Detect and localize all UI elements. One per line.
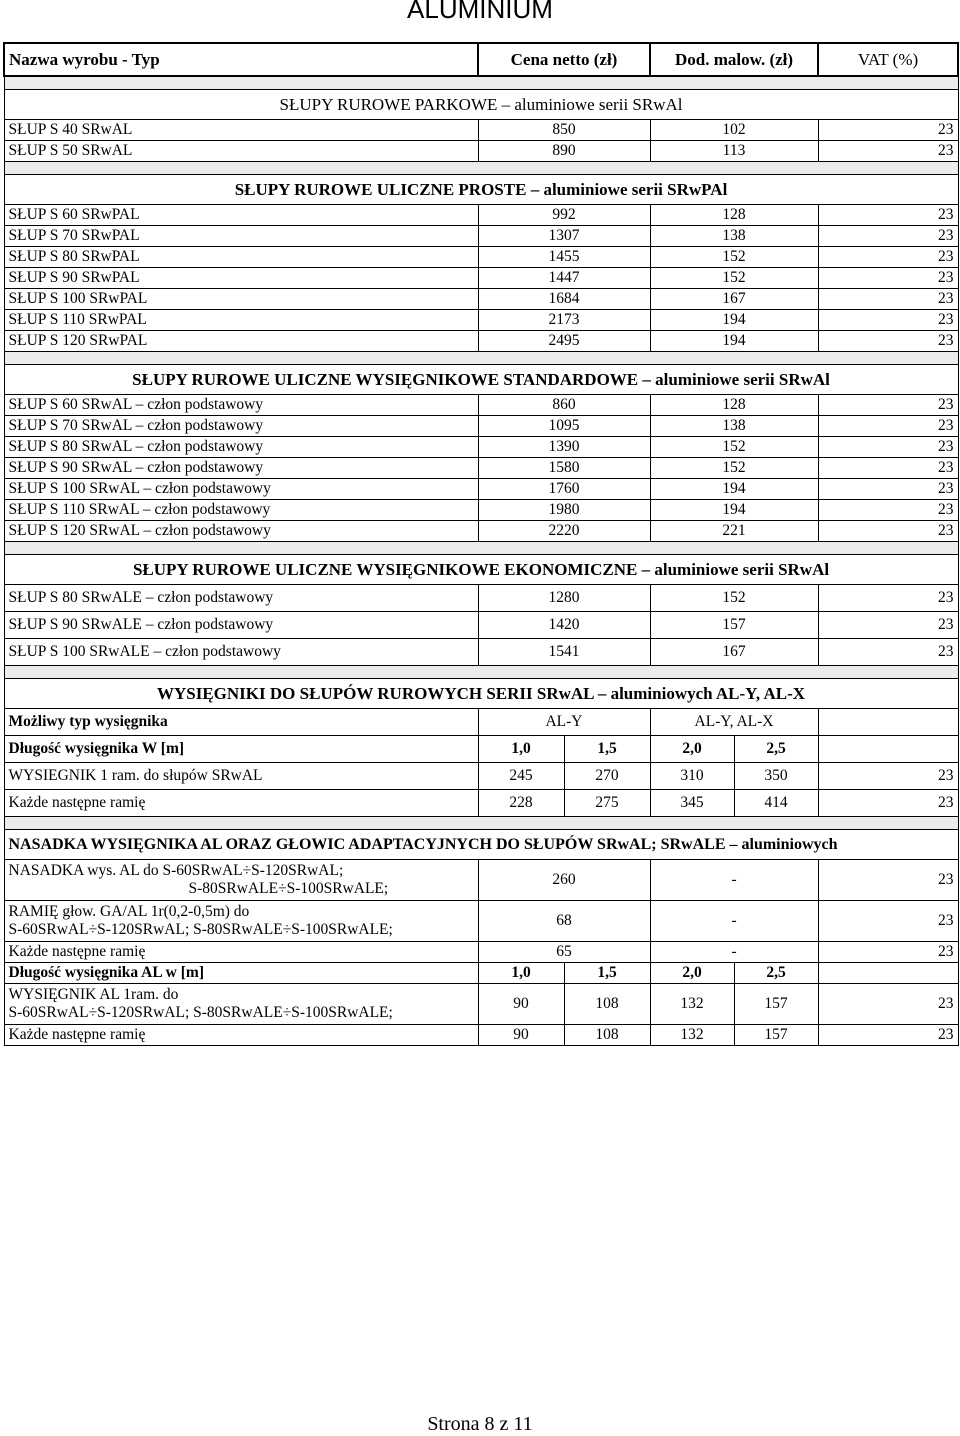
product-name: SŁUP S 100 SRwPAL	[4, 289, 478, 310]
paint-price: 152	[650, 585, 818, 612]
product-name: SŁUP S 100 SRwALE – człon podstawowy	[4, 639, 478, 666]
product-row	[4, 331, 958, 352]
product-row	[4, 226, 958, 247]
product-name: SŁUP S 50 SRwAL	[4, 141, 478, 162]
product-name: SŁUP S 90 SRwAL – człon podstawowy	[4, 458, 478, 479]
paint-price: -	[650, 942, 818, 963]
vat-rate: 23	[818, 942, 958, 963]
arm-length-3: 2,5	[734, 736, 818, 763]
spacer-row	[4, 817, 958, 830]
empty-cell	[818, 963, 958, 984]
product-name: SŁUP S 120 SRwAL – człon podstawowy	[4, 521, 478, 542]
paint-price: 194	[650, 500, 818, 521]
price-length-3: 157	[734, 984, 818, 1025]
vat-rate: 23	[818, 395, 958, 416]
net-price: 1307	[478, 226, 650, 247]
vat-rate: 23	[818, 247, 958, 268]
product-name-line2: S-80SRwALE÷S-100SRwALE;	[188, 880, 389, 897]
product-name: SŁUP S 100 SRwAL – człon podstawowy	[4, 479, 478, 500]
net-price: 860	[478, 395, 650, 416]
paint-price: 113	[650, 141, 818, 162]
product-row	[4, 860, 958, 901]
spacer-row	[4, 352, 958, 365]
price-length-2: 345	[650, 790, 734, 817]
arm-length-row	[4, 736, 958, 763]
vat-rate: 23	[818, 860, 958, 901]
arm-type-row	[4, 709, 958, 736]
price-length-1: 108	[564, 984, 650, 1025]
product-name: SŁUP S 70 SRwPAL	[4, 226, 478, 247]
price-length-0: 245	[478, 763, 564, 790]
product-name	[4, 984, 478, 1025]
product-name: SŁUP S 90 SRwPAL	[4, 268, 478, 289]
product-row	[4, 942, 958, 963]
paint-price: -	[650, 860, 818, 901]
product-row	[4, 310, 958, 331]
arm-length-row	[4, 963, 958, 984]
product-row	[4, 205, 958, 226]
product-name: SŁUP S 80 SRwAL – człon podstawowy	[4, 437, 478, 458]
vat-rate: 23	[818, 226, 958, 247]
paint-price: -	[650, 901, 818, 942]
net-price: 992	[478, 205, 650, 226]
product-name	[4, 860, 478, 901]
net-price: 1684	[478, 289, 650, 310]
product-name: Każde następne ramię	[4, 790, 478, 817]
vat-rate: 23	[818, 500, 958, 521]
arm-length-label: Długość wysięgnika W [m]	[4, 736, 478, 763]
product-name: SŁUP S 60 SRwPAL	[4, 205, 478, 226]
vat-rate: 23	[818, 289, 958, 310]
product-name-line1: WYSIĘGNIK AL 1ram. do	[8, 986, 179, 1003]
document-title: ALUMINIUM	[407, 0, 553, 24]
net-price: 260	[478, 860, 650, 901]
product-name: SŁUP S 80 SRwALE – człon podstawowy	[4, 585, 478, 612]
paint-price: 128	[650, 395, 818, 416]
table-header	[4, 43, 958, 76]
product-name: SŁUP S 60 SRwAL – człon podstawowy	[4, 395, 478, 416]
product-row	[4, 612, 958, 639]
spacer-cell	[4, 542, 958, 555]
section-title: SŁUPY RUROWE PARKOWE – aluminiowe serii SRwAl	[4, 90, 958, 120]
paint-price: 152	[650, 458, 818, 479]
vat-rate: 23	[818, 639, 958, 666]
empty-cell	[818, 736, 958, 763]
price-length-1: 270	[564, 763, 650, 790]
vat-rate: 23	[818, 458, 958, 479]
spacer-row	[4, 666, 958, 679]
product-name: Każde następne ramię	[4, 1025, 478, 1046]
net-price: 1580	[478, 458, 650, 479]
section-wysiegniki	[4, 679, 958, 709]
product-row	[4, 790, 958, 817]
vat-rate: 23	[818, 1025, 958, 1046]
vat-rate: 23	[818, 141, 958, 162]
product-row	[4, 500, 958, 521]
product-name: SŁUP S 120 SRwPAL	[4, 331, 478, 352]
arm-type-al-y: AL-Y	[478, 709, 650, 736]
price-length-2: 132	[650, 984, 734, 1025]
spacer-row	[4, 76, 958, 90]
section-ekonomiczne	[4, 555, 958, 585]
vat-rate: 23	[818, 268, 958, 289]
paint-price: 194	[650, 310, 818, 331]
arm-length-0: 1,0	[478, 963, 564, 984]
paint-price: 152	[650, 247, 818, 268]
product-row	[4, 247, 958, 268]
net-price: 68	[478, 901, 650, 942]
paint-price: 128	[650, 205, 818, 226]
arm-type-al-yx: AL-Y, AL-X	[650, 709, 818, 736]
spacer-row	[4, 542, 958, 555]
vat-rate: 23	[818, 120, 958, 141]
price-table	[3, 42, 959, 1046]
net-price: 1447	[478, 268, 650, 289]
price-length-3: 414	[734, 790, 818, 817]
vat-rate: 23	[818, 984, 958, 1025]
header-vat: VAT (%)	[818, 43, 958, 76]
section-proste	[4, 175, 958, 205]
product-name: SŁUP S 40 SRwAL	[4, 120, 478, 141]
product-row	[4, 458, 958, 479]
paint-price: 152	[650, 268, 818, 289]
price-length-0: 90	[478, 984, 564, 1025]
vat-rate: 23	[818, 901, 958, 942]
vat-rate: 23	[818, 521, 958, 542]
arm-length-0: 1,0	[478, 736, 564, 763]
price-length-2: 310	[650, 763, 734, 790]
section-parkowe	[4, 90, 958, 120]
header-name: Nazwa wyrobu - Typ	[4, 43, 478, 76]
vat-rate: 23	[818, 790, 958, 817]
section-title: SŁUPY RUROWE ULICZNE PROSTE – aluminiowe serii SRwPAl	[4, 175, 958, 205]
spacer-cell	[4, 666, 958, 679]
product-row	[4, 521, 958, 542]
vat-rate: 23	[818, 479, 958, 500]
spacer-cell	[4, 352, 958, 365]
product-name-line2: S-60SRwAL÷S-120SRwAL; S-80SRwALE÷S-100SRwALE;	[8, 921, 393, 938]
product-name: SŁUP S 80 SRwPAL	[4, 247, 478, 268]
paint-price: 138	[650, 226, 818, 247]
product-row	[4, 120, 958, 141]
product-name: Każde następne ramię	[4, 942, 478, 963]
paint-price: 167	[650, 289, 818, 310]
price-length-3: 350	[734, 763, 818, 790]
paint-price: 194	[650, 331, 818, 352]
arm-length-3: 2,5	[734, 963, 818, 984]
product-row	[4, 901, 958, 942]
net-price: 1455	[478, 247, 650, 268]
spacer-row	[4, 162, 958, 175]
paint-price: 102	[650, 120, 818, 141]
arm-length-2: 2,0	[650, 963, 734, 984]
paint-price: 152	[650, 437, 818, 458]
paint-price: 221	[650, 521, 818, 542]
vat-rate: 23	[818, 763, 958, 790]
product-row	[4, 984, 958, 1025]
vat-rate: 23	[818, 416, 958, 437]
arm-length-label: Długość wysięgnika AL w [m]	[4, 963, 478, 984]
product-name-line2: S-60SRwAL÷S-120SRwAL; S-80SRwALE÷S-100SRwALE;	[8, 1004, 393, 1021]
product-row	[4, 1025, 958, 1046]
product-row	[4, 639, 958, 666]
net-price: 1390	[478, 437, 650, 458]
product-row	[4, 268, 958, 289]
price-length-1: 275	[564, 790, 650, 817]
net-price: 1760	[478, 479, 650, 500]
net-price: 2220	[478, 521, 650, 542]
net-price: 65	[478, 942, 650, 963]
product-row	[4, 585, 958, 612]
product-row	[4, 763, 958, 790]
net-price: 1980	[478, 500, 650, 521]
price-length-0: 228	[478, 790, 564, 817]
section-title: NASADKA WYSIĘGNIKA AL ORAZ GŁOWIC ADAPTACYJNYCH DO SŁUPÓW SRwAL; SRwALE – aluminiowych	[4, 830, 958, 860]
price-length-1: 108	[564, 1025, 650, 1046]
paint-price: 194	[650, 479, 818, 500]
vat-rate: 23	[818, 585, 958, 612]
vat-rate: 23	[818, 612, 958, 639]
price-length-0: 90	[478, 1025, 564, 1046]
section-nasadka	[4, 830, 958, 860]
section-title: WYSIĘGNIKI DO SŁUPÓW RUROWYCH SERII SRwAL – aluminiowych AL-Y, AL-X	[4, 679, 958, 709]
header-net-price: Cena netto (zł)	[478, 43, 650, 76]
vat-rate: 23	[818, 205, 958, 226]
section-title: SŁUPY RUROWE ULICZNE WYSIĘGNIKOWE EKONOMICZNE – aluminiowe serii SRwAl	[4, 555, 958, 585]
product-name: SŁUP S 110 SRwAL – człon podstawowy	[4, 500, 478, 521]
arm-type-label: Możliwy typ wysięgnika	[4, 709, 478, 736]
net-price: 890	[478, 141, 650, 162]
product-row	[4, 416, 958, 437]
header-paint-price: Dod. malow. (zł)	[650, 43, 818, 76]
product-name-line1: RAMIĘ głow. GA/AL 1r(0,2-0,5m) do	[8, 903, 250, 920]
empty-cell	[818, 709, 958, 736]
product-name: WYSIEGNIK 1 ram. do słupów SRwAL	[4, 763, 478, 790]
spacer-cell	[4, 162, 958, 175]
arm-length-1: 1,5	[564, 736, 650, 763]
net-price: 1095	[478, 416, 650, 437]
paint-price: 138	[650, 416, 818, 437]
product-name-line1: NASADKA wys. AL do S-60SRwAL÷S-120SRwAL;	[8, 862, 344, 879]
product-row	[4, 141, 958, 162]
net-price: 2495	[478, 331, 650, 352]
product-row	[4, 289, 958, 310]
net-price: 1541	[478, 639, 650, 666]
product-name: SŁUP S 90 SRwALE – człon podstawowy	[4, 612, 478, 639]
price-length-3: 157	[734, 1025, 818, 1046]
paint-price: 157	[650, 612, 818, 639]
paint-price: 167	[650, 639, 818, 666]
product-name: SŁUP S 70 SRwAL – człon podstawowy	[4, 416, 478, 437]
net-price: 850	[478, 120, 650, 141]
section-standardowe	[4, 365, 958, 395]
product-name	[4, 901, 478, 942]
product-row	[4, 437, 958, 458]
arm-length-1: 1,5	[564, 963, 650, 984]
product-name: SŁUP S 110 SRwPAL	[4, 310, 478, 331]
section-title: SŁUPY RUROWE ULICZNE WYSIĘGNIKOWE STANDARDOWE – aluminiowe serii SRwAl	[4, 365, 958, 395]
product-row	[4, 395, 958, 416]
spacer-cell	[4, 76, 958, 90]
price-length-2: 132	[650, 1025, 734, 1046]
spacer-cell	[4, 817, 958, 830]
net-price: 2173	[478, 310, 650, 331]
net-price: 1420	[478, 612, 650, 639]
vat-rate: 23	[818, 331, 958, 352]
product-row	[4, 479, 958, 500]
vat-rate: 23	[818, 437, 958, 458]
arm-length-2: 2,0	[650, 736, 734, 763]
net-price: 1280	[478, 585, 650, 612]
vat-rate: 23	[818, 310, 958, 331]
page-number: Strona 8 z 11	[427, 1413, 533, 1435]
